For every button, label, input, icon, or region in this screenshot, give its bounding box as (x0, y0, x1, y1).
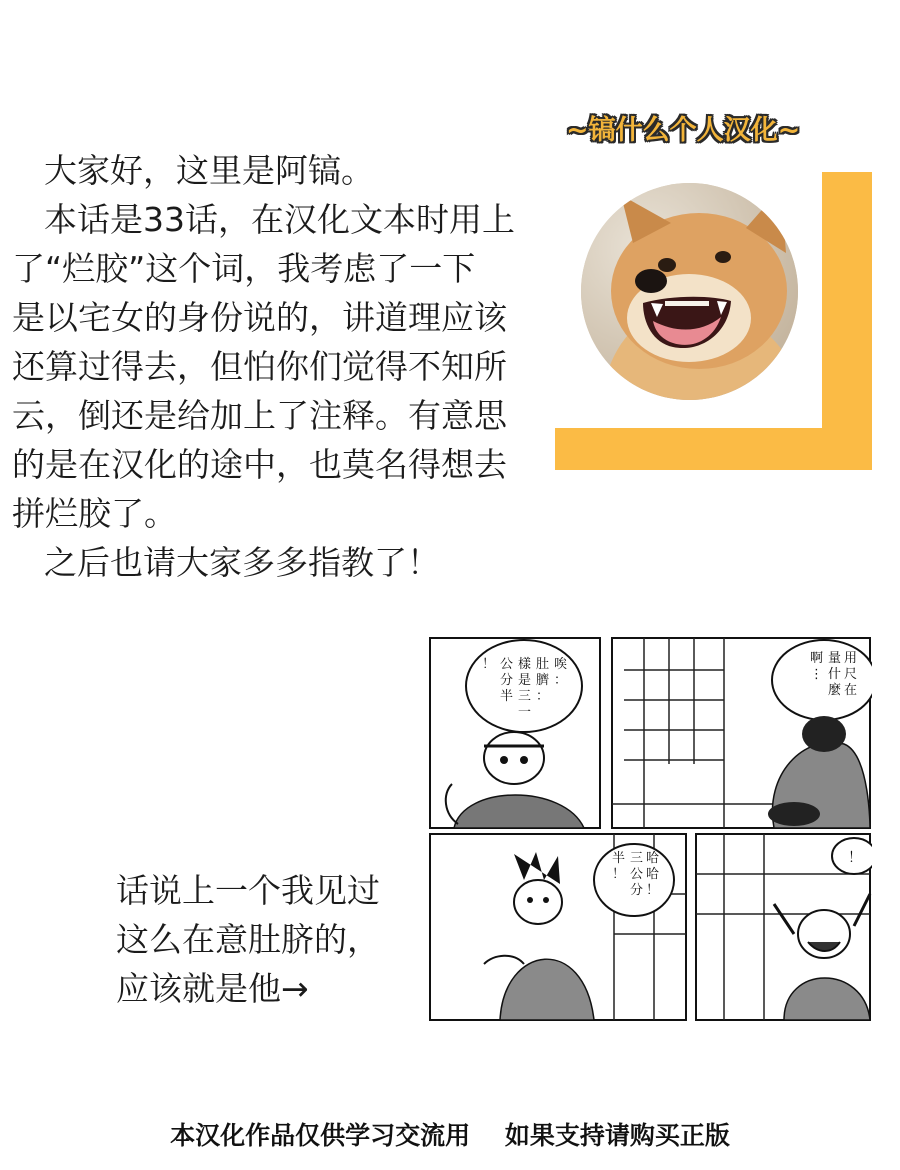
manga-panel-4-art (696, 834, 872, 1020)
accent-frame-vertical (822, 172, 872, 470)
shiba-dog-avatar (581, 183, 798, 400)
svg-text:！: ！ (482, 657, 496, 672)
manga-panels (424, 634, 872, 1024)
bubble-text: 唉 (554, 657, 568, 672)
side-note-line: 这么在意肚脐的， (116, 920, 380, 959)
svg-text:半: 半 (612, 851, 626, 866)
svg-text:樣: 樣 (518, 657, 532, 672)
svg-text:一: 一 (518, 705, 532, 720)
svg-text:公: 公 (630, 867, 644, 882)
intro-line: 之后也请大家多多指教了！ (44, 543, 440, 582)
svg-text:哈: 哈 (646, 851, 660, 866)
svg-text:尺: 尺 (844, 667, 858, 682)
side-note (116, 866, 436, 1013)
svg-text:三: 三 (630, 851, 644, 866)
intro-paragraph (12, 146, 560, 587)
intro-line: 了“烂胶”这个词，我考虑了一下 (12, 249, 476, 288)
svg-text:⋮: ⋮ (810, 667, 823, 682)
intro-line: 拼烂胶了。 (12, 494, 177, 533)
manga-panel-3-art (484, 834, 686, 1020)
manga-panel-1-art (446, 640, 584, 828)
svg-text:用: 用 (844, 651, 858, 666)
svg-text:是: 是 (518, 673, 532, 688)
svg-text:麼: 麼 (828, 683, 842, 698)
accent-frame-horizontal (555, 428, 872, 470)
intro-line: 云，倒还是给加上了注释。有意思 (12, 396, 507, 435)
svg-text:！: ！ (646, 883, 660, 898)
brand-title: ~镐什么个人汉化~ (566, 115, 801, 146)
svg-text:！: ！ (848, 850, 862, 866)
svg-text:：: ： (554, 673, 568, 688)
svg-text:肚: 肚 (536, 657, 550, 672)
svg-text:量: 量 (828, 651, 842, 666)
svg-text:分: 分 (630, 883, 644, 898)
svg-text:：: ： (536, 689, 550, 704)
intro-line: 大家好，这里是阿镐。 (44, 151, 374, 190)
manga-comic-strip (424, 634, 872, 1024)
side-note-line: 应该就是他→ (116, 969, 309, 1008)
svg-text:！: ！ (612, 867, 626, 882)
side-note-line: 话说上一个我见过 (116, 871, 380, 910)
svg-text:什: 什 (828, 667, 842, 682)
shiba-dog-illustration (581, 183, 798, 400)
intro-line: 的是在汉化的途中，也莫名得想去 (12, 445, 507, 484)
intro-line: 还算过得去，但怕你们觉得不知所 (12, 347, 507, 386)
svg-text:哈: 哈 (646, 867, 660, 882)
svg-text:臍: 臍 (536, 673, 550, 688)
intro-line: 是以宅女的身份说的，讲道理应该 (12, 298, 507, 337)
svg-text:公: 公 (500, 657, 514, 672)
manga-panel-2-art (612, 638, 872, 828)
svg-text:啊: 啊 (810, 651, 824, 666)
svg-text:在: 在 (844, 683, 858, 698)
svg-text:半: 半 (500, 689, 514, 704)
svg-text:三: 三 (518, 689, 532, 704)
footer-disclaimer: 本汉化作品仅供学习交流用 如果支持请购买正版 (170, 1121, 730, 1150)
intro-line: 本话是33话，在汉化文本时用上 (44, 200, 515, 239)
svg-text:分: 分 (500, 673, 514, 688)
